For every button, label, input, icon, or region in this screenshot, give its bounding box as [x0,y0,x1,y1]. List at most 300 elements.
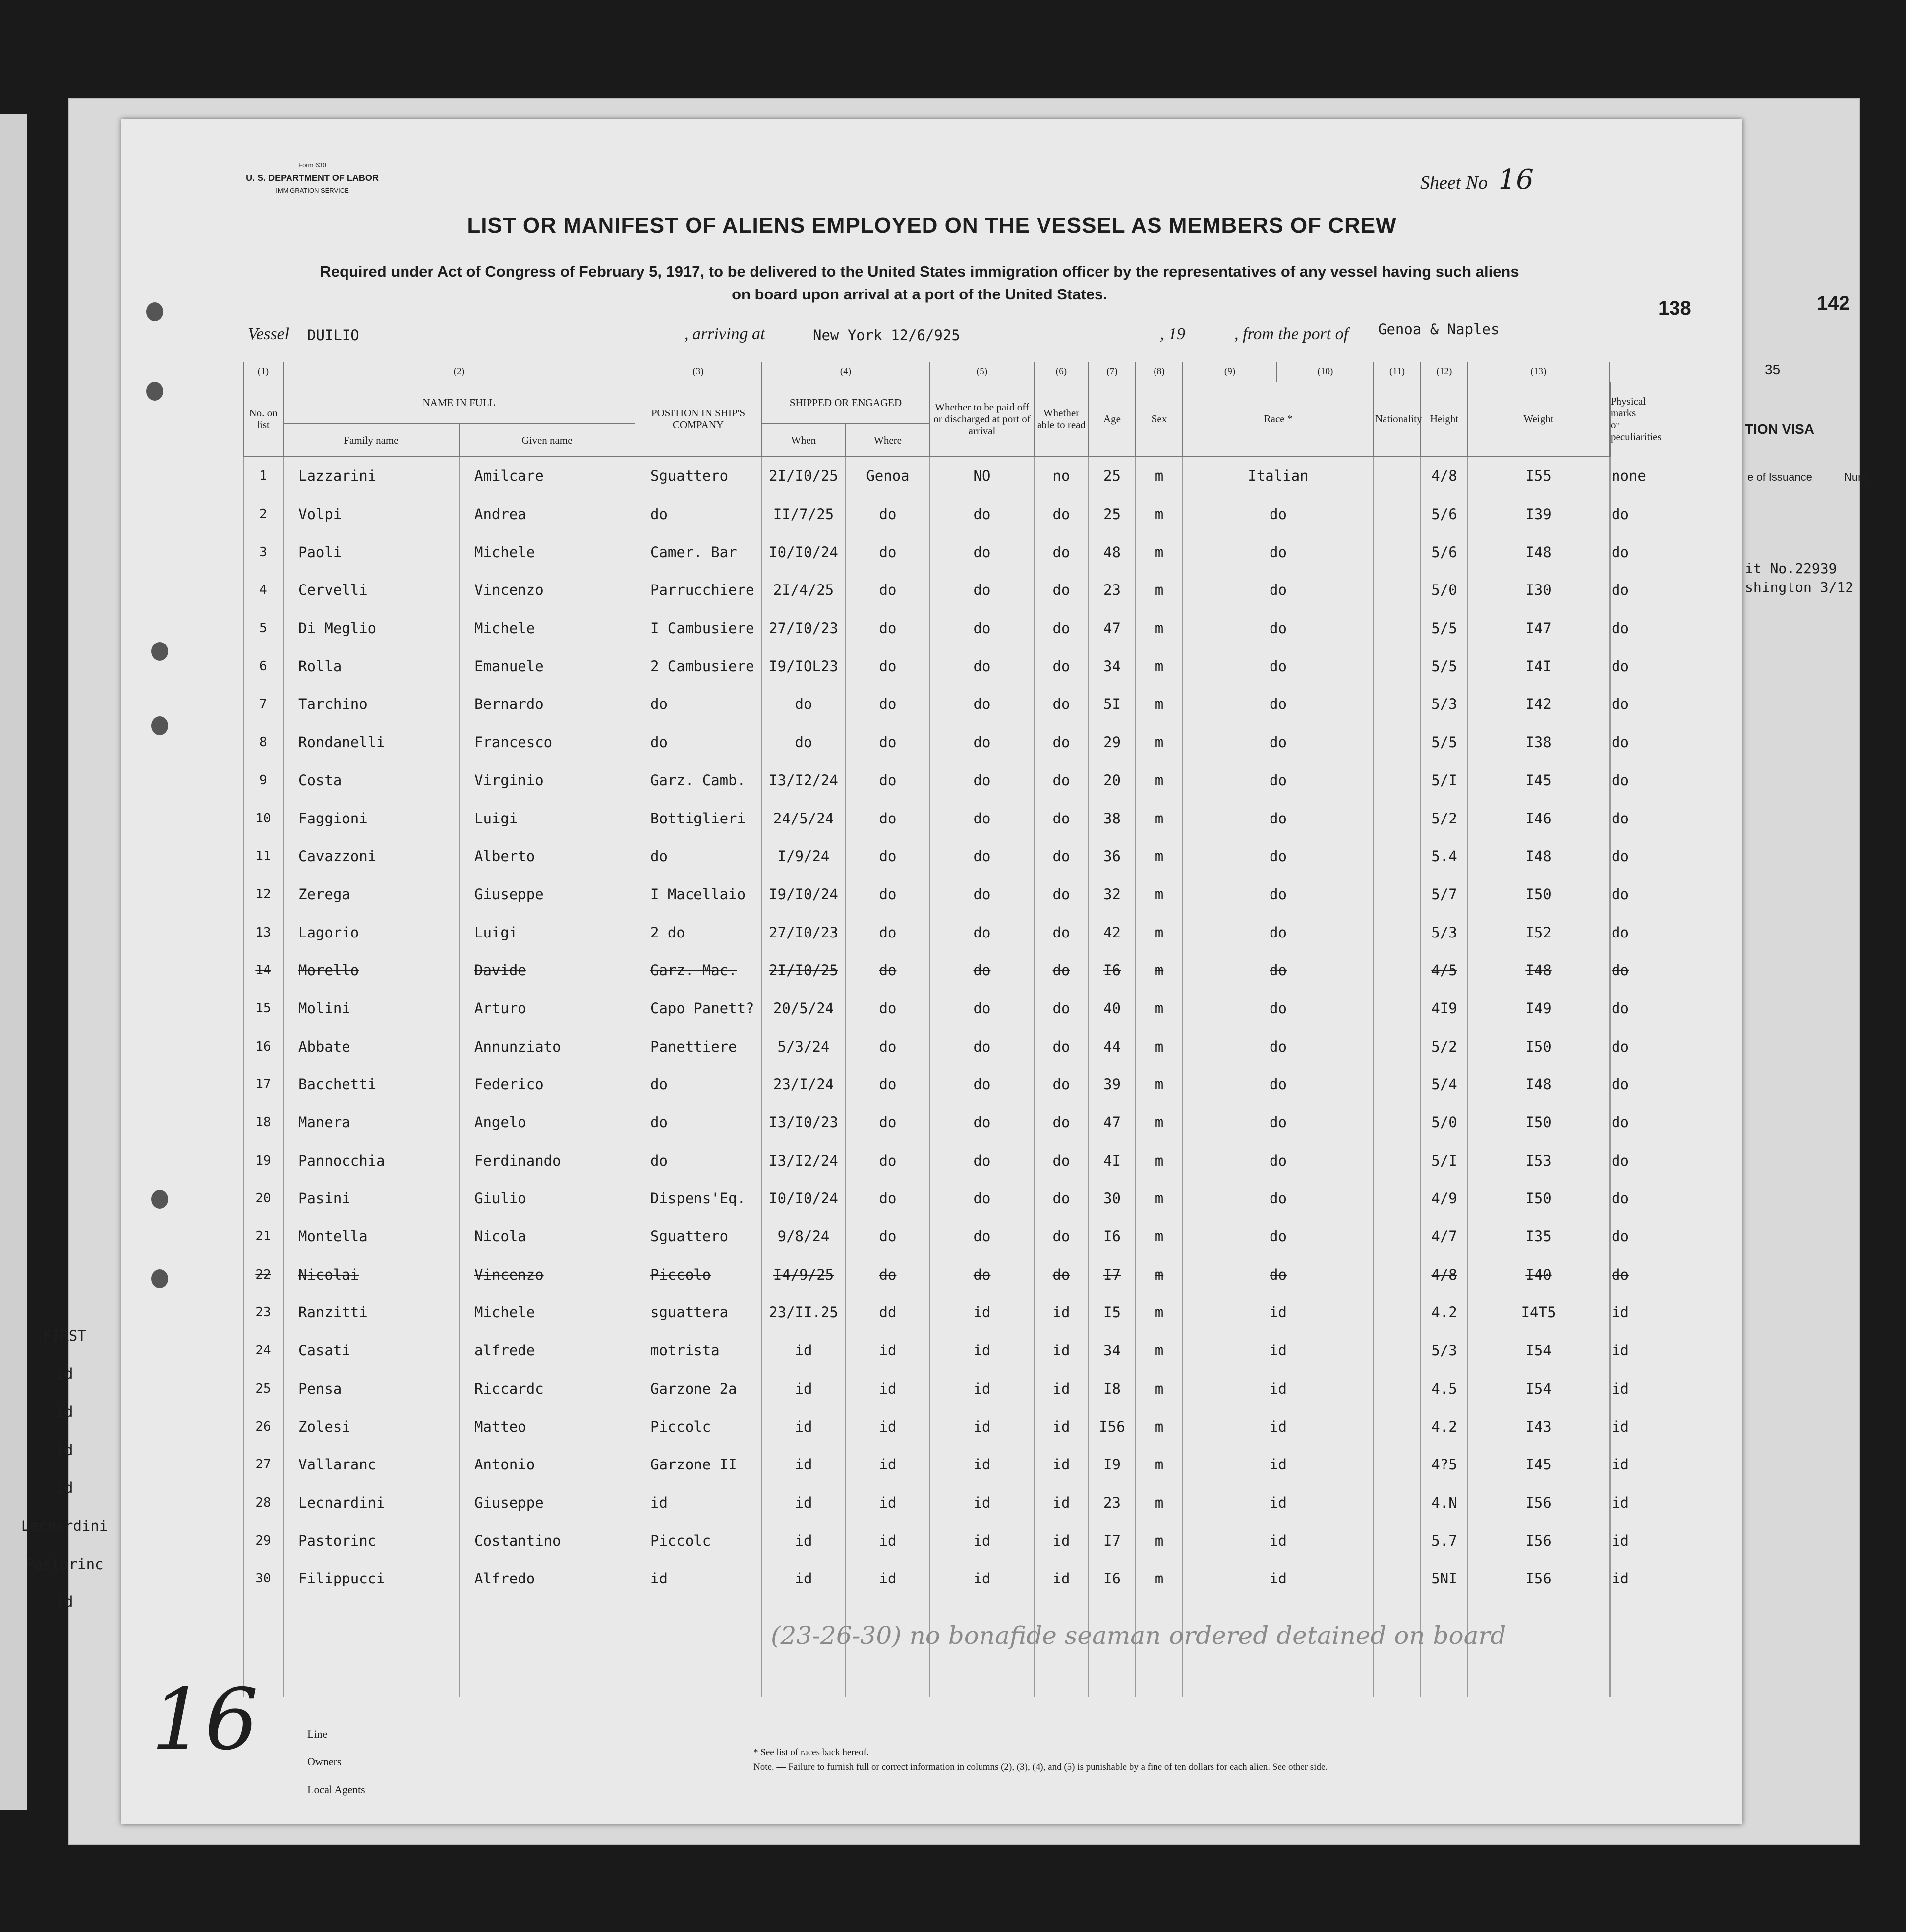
height-cell: 5.7 [1421,1522,1468,1560]
race-cell: do [1183,685,1374,723]
shipped-when-cell: II/7/25 [761,495,846,533]
table-row [243,951,1611,990]
weight-cell: I54 [1468,1370,1609,1408]
physical-marks-cell: do [1609,1027,1611,1065]
table-row [243,1218,1611,1256]
physical-marks-cell: do [1609,990,1611,1028]
height-cell: 5/6 [1421,495,1468,533]
shipped-where-cell: do [846,685,930,723]
physical-marks-cell: do [1609,761,1611,800]
height-cell: 5/4 [1421,1065,1468,1104]
race-cell: do [1183,495,1374,533]
weight-cell: I46 [1468,799,1609,837]
physical-marks-cell: do [1609,1218,1611,1256]
shipped-when-cell: I3/I2/24 [761,1141,846,1179]
weight-cell: I30 [1468,571,1609,609]
paid-off-cell: do [930,1065,1034,1104]
line-label: Line [307,1728,328,1740]
physical-marks-cell: do [1609,609,1611,647]
sex-cell: m [1136,1218,1183,1256]
row-number-cell: 5 [243,609,283,647]
requirement-line-2: on board upon arrival at a port of the United States. [732,286,1107,303]
table-row [243,533,1611,571]
sex-cell: m [1136,1027,1183,1065]
shipped-when-cell: I9/IOL23 [761,647,846,685]
punch-hole [151,716,168,735]
age-cell: 29 [1089,723,1136,761]
able-to-read-cell: no [1034,457,1089,495]
table-row [243,761,1611,800]
position-cell: Garzone II [635,1446,761,1484]
family-name-cell: Paoli [283,533,459,571]
age-cell: 38 [1089,799,1136,837]
height-cell: 5/0 [1421,571,1468,609]
height-cell: 5/I [1421,761,1468,800]
physical-marks-cell: do [1609,1065,1611,1104]
col-num-2: (2) [283,362,635,382]
row-number-cell: 30 [243,1560,283,1598]
row-number-cell: 28 [243,1484,283,1522]
race-cell: do [1183,1065,1374,1104]
physical-marks-cell: id [1609,1370,1611,1408]
table-row [243,1446,1611,1484]
row-number-cell: 23 [243,1293,283,1332]
paid-off-cell: do [930,990,1034,1028]
table-row [243,876,1611,914]
position-cell: Parrucchiere [635,571,761,609]
race-cell: id [1183,1407,1374,1446]
given-name-cell: Michele [459,609,635,647]
weight-cell: I54 [1468,1332,1609,1370]
sex-cell: m [1136,951,1183,990]
row-number-cell: 27 [243,1446,283,1484]
shipped-when-cell: I0/I0/24 [761,533,846,571]
position-cell: Piccolo [635,1255,761,1293]
height-cell: 5/0 [1421,1104,1468,1142]
height-cell: 4/8 [1421,457,1468,495]
age-cell: 25 [1089,457,1136,495]
table-row [243,1370,1611,1408]
family-name-cell: Casati [283,1332,459,1370]
paid-off-cell: do [930,1104,1034,1142]
vessel-line [248,321,1685,350]
family-name-cell: Zerega [283,876,459,914]
table-row [243,1027,1611,1065]
row-number-cell: 26 [243,1407,283,1446]
race-cell: id [1183,1446,1374,1484]
position-cell: Sguattero [635,457,761,495]
margin-note: FIRST [43,1327,86,1345]
vessel-label: Vessel [248,325,289,343]
family-name-cell: Rondanelli [283,723,459,761]
race-cell: do [1183,1104,1374,1142]
age-cell: I6 [1089,951,1136,990]
sex-cell: m [1136,837,1183,876]
header-weight: Weight [1468,382,1609,457]
right-sheet-edge [1745,297,1906,1487]
department-name: U. S. DEPARTMENT OF LABOR [246,173,379,183]
height-cell: 5/3 [1421,1332,1468,1370]
age-cell: 44 [1089,1027,1136,1065]
nationality-cell [1374,1104,1421,1142]
age-cell: 47 [1089,609,1136,647]
nationality-cell [1374,1218,1421,1256]
shipped-when-cell: 20/5/24 [761,990,846,1028]
header-where: Where [846,424,930,457]
given-name-cell: Giuseppe [459,1484,635,1522]
position-cell: Piccolc [635,1522,761,1560]
shipped-where-cell: do [846,951,930,990]
able-to-read-cell: do [1034,1065,1089,1104]
crew-rows [243,457,1646,1697]
page-number-right: 142 [1817,293,1850,314]
table-row [243,1560,1611,1598]
shipped-where-cell: do [846,495,930,533]
given-name-cell: Emanuele [459,647,635,685]
right-issuance-header: e of Issuance [1747,471,1812,483]
table-row [243,685,1611,723]
row-number-cell: 13 [243,913,283,951]
age-cell: 42 [1089,913,1136,951]
nationality-cell [1374,1522,1421,1560]
race-cell: do [1183,609,1374,647]
position-cell: Camer. Bar [635,533,761,571]
race-cell: do [1183,951,1374,990]
family-name-cell: Filippucci [283,1560,459,1598]
shipped-when-cell: 2I/I0/25 [761,457,846,495]
able-to-read-cell: id [1034,1446,1089,1484]
age-cell: 30 [1089,1179,1136,1218]
given-name-cell: Andrea [459,495,635,533]
nationality-cell [1374,1255,1421,1293]
race-cell: id [1183,1522,1374,1560]
shipped-where-cell: id [846,1560,930,1598]
given-name-cell: Giulio [459,1179,635,1218]
able-to-read-cell: do [1034,1027,1089,1065]
given-name-cell: Riccardc [459,1370,635,1408]
physical-marks-cell: do [1609,837,1611,876]
weight-cell: I53 [1468,1141,1609,1179]
race-cell: do [1183,723,1374,761]
race-cell: do [1183,647,1374,685]
race-cell: id [1183,1370,1374,1408]
table-row [243,1293,1611,1332]
shipped-when-cell: id [761,1560,846,1598]
age-cell: I5 [1089,1293,1136,1332]
shipped-where-cell: dd [846,1293,930,1332]
margin-note: Pastorinc [25,1555,104,1573]
shipped-when-cell: do [761,723,846,761]
family-name-cell: Costa [283,761,459,800]
physical-marks-cell: do [1609,951,1611,990]
local-agents-label: Local Agents [307,1783,365,1796]
weight-cell: I48 [1468,951,1609,990]
weight-cell: I45 [1468,761,1609,800]
race-cell: do [1183,1141,1374,1179]
sex-cell: m [1136,495,1183,533]
shipped-where-cell: do [846,990,930,1028]
shipped-when-cell: 24/5/24 [761,799,846,837]
given-name-cell: Bernardo [459,685,635,723]
shipped-when-cell: I9/I0/24 [761,876,846,914]
row-number-cell: 10 [243,799,283,837]
weight-cell: I56 [1468,1484,1609,1522]
nationality-cell [1374,457,1421,495]
table-row [243,1407,1611,1446]
height-cell: 4/9 [1421,1179,1468,1218]
sex-cell: m [1136,609,1183,647]
age-cell: I7 [1089,1522,1136,1560]
age-cell: I6 [1089,1218,1136,1256]
table-row [243,457,1611,495]
shipped-when-cell: id [761,1332,846,1370]
row-number-cell: 21 [243,1218,283,1256]
right-num-header: Num [1844,471,1867,483]
family-name-cell: Vallaranc [283,1446,459,1484]
arriving-at: New York 12/6/925 [813,327,960,344]
header-family-name: Family name [283,424,459,457]
weight-cell: I4T5 [1468,1293,1609,1332]
shipped-when-cell: I3/I0/23 [761,1104,846,1142]
nationality-cell [1374,951,1421,990]
age-cell: 39 [1089,1065,1136,1104]
crew-table [243,362,1662,1697]
blank-cell [283,1598,459,1697]
race-cell: id [1183,1293,1374,1332]
shipped-where-cell: id [846,1446,930,1484]
age-cell: 23 [1089,1484,1136,1522]
table-row [243,647,1611,685]
age-cell: 34 [1089,1332,1136,1370]
family-name-cell: Cervelli [283,571,459,609]
given-name-cell: Alfredo [459,1560,635,1598]
sex-cell: m [1136,1104,1183,1142]
shipped-where-cell: do [846,1179,930,1218]
sex-cell: m [1136,1255,1183,1293]
owners-label: Owners [307,1756,342,1768]
weight-cell: I35 [1468,1218,1609,1256]
nationality-cell [1374,761,1421,800]
able-to-read-cell: do [1034,1255,1089,1293]
family-name-cell: Cavazzoni [283,837,459,876]
position-cell: id [635,1484,761,1522]
shipped-when-cell: id [761,1407,846,1446]
paid-off-cell: NO [930,457,1034,495]
from-port: Genoa & Naples [1378,321,1500,338]
physical-marks-cell: do [1609,1255,1611,1293]
table-row [243,1065,1611,1104]
able-to-read-cell: do [1034,990,1089,1028]
weight-cell: I56 [1468,1560,1609,1598]
position-cell: 2 Cambusiere [635,647,761,685]
physical-marks-cell: do [1609,533,1611,571]
shipped-when-cell: 9/8/24 [761,1218,846,1256]
height-cell: 5/7 [1421,876,1468,914]
given-name-cell: Federico [459,1065,635,1104]
age-cell: 47 [1089,1104,1136,1142]
table-row [243,609,1611,647]
given-name-cell: Michele [459,533,635,571]
given-name-cell: Davide [459,951,635,990]
physical-marks-cell: do [1609,1141,1611,1179]
form-number: Form 630 [298,161,326,169]
sex-cell: m [1136,1065,1183,1104]
age-cell: I8 [1089,1370,1136,1408]
table-row [243,495,1611,533]
paid-off-cell: do [930,533,1034,571]
height-cell: 5/2 [1421,799,1468,837]
vessel-name: DUILIO [307,327,359,344]
race-cell: id [1183,1332,1374,1370]
given-name-cell: alfrede [459,1332,635,1370]
position-cell: Capo Panett? [635,990,761,1028]
physical-marks-cell: do [1609,495,1611,533]
age-cell: 25 [1089,495,1136,533]
shipped-where-cell: do [846,723,930,761]
punch-hole [146,382,163,401]
given-name-cell: Antonio [459,1446,635,1484]
nationality-cell [1374,1332,1421,1370]
weight-cell: I43 [1468,1407,1609,1446]
physical-marks-cell: id [1609,1293,1611,1332]
height-cell: 5/3 [1421,685,1468,723]
shipped-where-cell: do [846,1104,930,1142]
from-label: , from the port of [1234,325,1349,343]
page-number: 138 [1658,297,1691,319]
col-num-5: (5) [930,362,1034,382]
shipped-where-cell: do [846,799,930,837]
able-to-read-cell: do [1034,951,1089,990]
weight-cell: I55 [1468,457,1609,495]
age-cell: 36 [1089,837,1136,876]
nationality-cell [1374,685,1421,723]
position-cell: do [635,723,761,761]
able-to-read-cell: id [1034,1522,1089,1560]
position-cell: Sguattero [635,1218,761,1256]
able-to-read-cell: do [1034,685,1089,723]
nationality-cell [1374,1407,1421,1446]
given-name-cell: Vincenzo [459,1255,635,1293]
row-number-cell: 12 [243,876,283,914]
height-cell: 5/6 [1421,533,1468,571]
position-cell: Garzone 2a [635,1370,761,1408]
able-to-read-cell: do [1034,609,1089,647]
col-num-4: (4) [761,362,930,382]
department-header [208,159,416,197]
paid-off-cell: id [930,1407,1034,1446]
position-cell: motrista [635,1332,761,1370]
family-name-cell: Rolla [283,647,459,685]
shipped-where-cell: do [846,1218,930,1256]
position-cell: do [635,495,761,533]
able-to-read-cell: do [1034,571,1089,609]
position-cell: 2 do [635,913,761,951]
header-given-name: Given name [459,424,635,457]
sex-cell: m [1136,913,1183,951]
shipped-where-cell: id [846,1522,930,1560]
paid-off-cell: do [930,1255,1034,1293]
margin-note: id [56,1365,73,1383]
col-num-3: (3) [635,362,761,382]
margin-note: id [56,1403,73,1420]
nationality-cell [1374,837,1421,876]
sex-cell: m [1136,1370,1183,1408]
race-cell: do [1183,571,1374,609]
able-to-read-cell: id [1034,1560,1089,1598]
col-num-6: (6) [1034,362,1089,382]
physical-marks-cell: do [1609,571,1611,609]
height-cell: 4.N [1421,1484,1468,1522]
height-cell: 4/7 [1421,1218,1468,1256]
row-number-cell: 9 [243,761,283,800]
nationality-cell [1374,1027,1421,1065]
col-num-12: (12) [1421,362,1468,382]
weight-cell: I45 [1468,1446,1609,1484]
nationality-cell [1374,723,1421,761]
position-cell: Panettiere [635,1027,761,1065]
nationality-cell [1374,495,1421,533]
race-cell: id [1183,1560,1374,1598]
row-number-cell: 29 [243,1522,283,1560]
position-cell: I Cambusiere [635,609,761,647]
header-nationality: Nationality [1374,382,1421,457]
height-cell: 5/5 [1421,609,1468,647]
given-name-cell: Michele [459,1293,635,1332]
paid-off-cell: do [930,951,1034,990]
row-number-cell: 20 [243,1179,283,1218]
physical-marks-cell: id [1609,1522,1611,1560]
height-cell: 4.2 [1421,1407,1468,1446]
sex-cell: m [1136,723,1183,761]
given-name-cell: Ferdinando [459,1141,635,1179]
able-to-read-cell: do [1034,533,1089,571]
able-to-read-cell: do [1034,495,1089,533]
weight-cell: I48 [1468,533,1609,571]
height-cell: 4/8 [1421,1255,1468,1293]
sheet-number-block [1420,164,1534,196]
family-name-cell: Volpi [283,495,459,533]
physical-marks-cell: id [1609,1484,1611,1522]
row-number-cell: 6 [243,647,283,685]
blank-cell [1609,1598,1611,1697]
sex-cell: m [1136,571,1183,609]
family-name-cell: Tarchino [283,685,459,723]
row-number-cell: 18 [243,1104,283,1142]
position-cell: do [635,1104,761,1142]
position-cell: I Macellaio [635,876,761,914]
age-cell: I6 [1089,1560,1136,1598]
age-cell: 40 [1089,990,1136,1028]
nationality-cell [1374,571,1421,609]
paid-off-cell: do [930,1027,1034,1065]
given-name-cell: Angelo [459,1104,635,1142]
position-cell: id [635,1560,761,1598]
age-cell: 23 [1089,571,1136,609]
given-name-cell: Nicola [459,1218,635,1256]
nationality-cell [1374,1446,1421,1484]
physical-marks-cell: do [1609,876,1611,914]
family-name-cell: Ranzitti [283,1293,459,1332]
header-when: When [761,424,846,457]
age-cell: I7 [1089,1255,1136,1293]
shipped-when-cell: id [761,1370,846,1408]
height-cell: 4?5 [1421,1446,1468,1484]
col-num-10: (10) [1277,362,1374,382]
sex-cell: m [1136,1293,1183,1332]
shipped-when-cell: 2I/4/25 [761,571,846,609]
paid-off-cell: id [930,1446,1034,1484]
shipped-where-cell: do [846,1255,930,1293]
